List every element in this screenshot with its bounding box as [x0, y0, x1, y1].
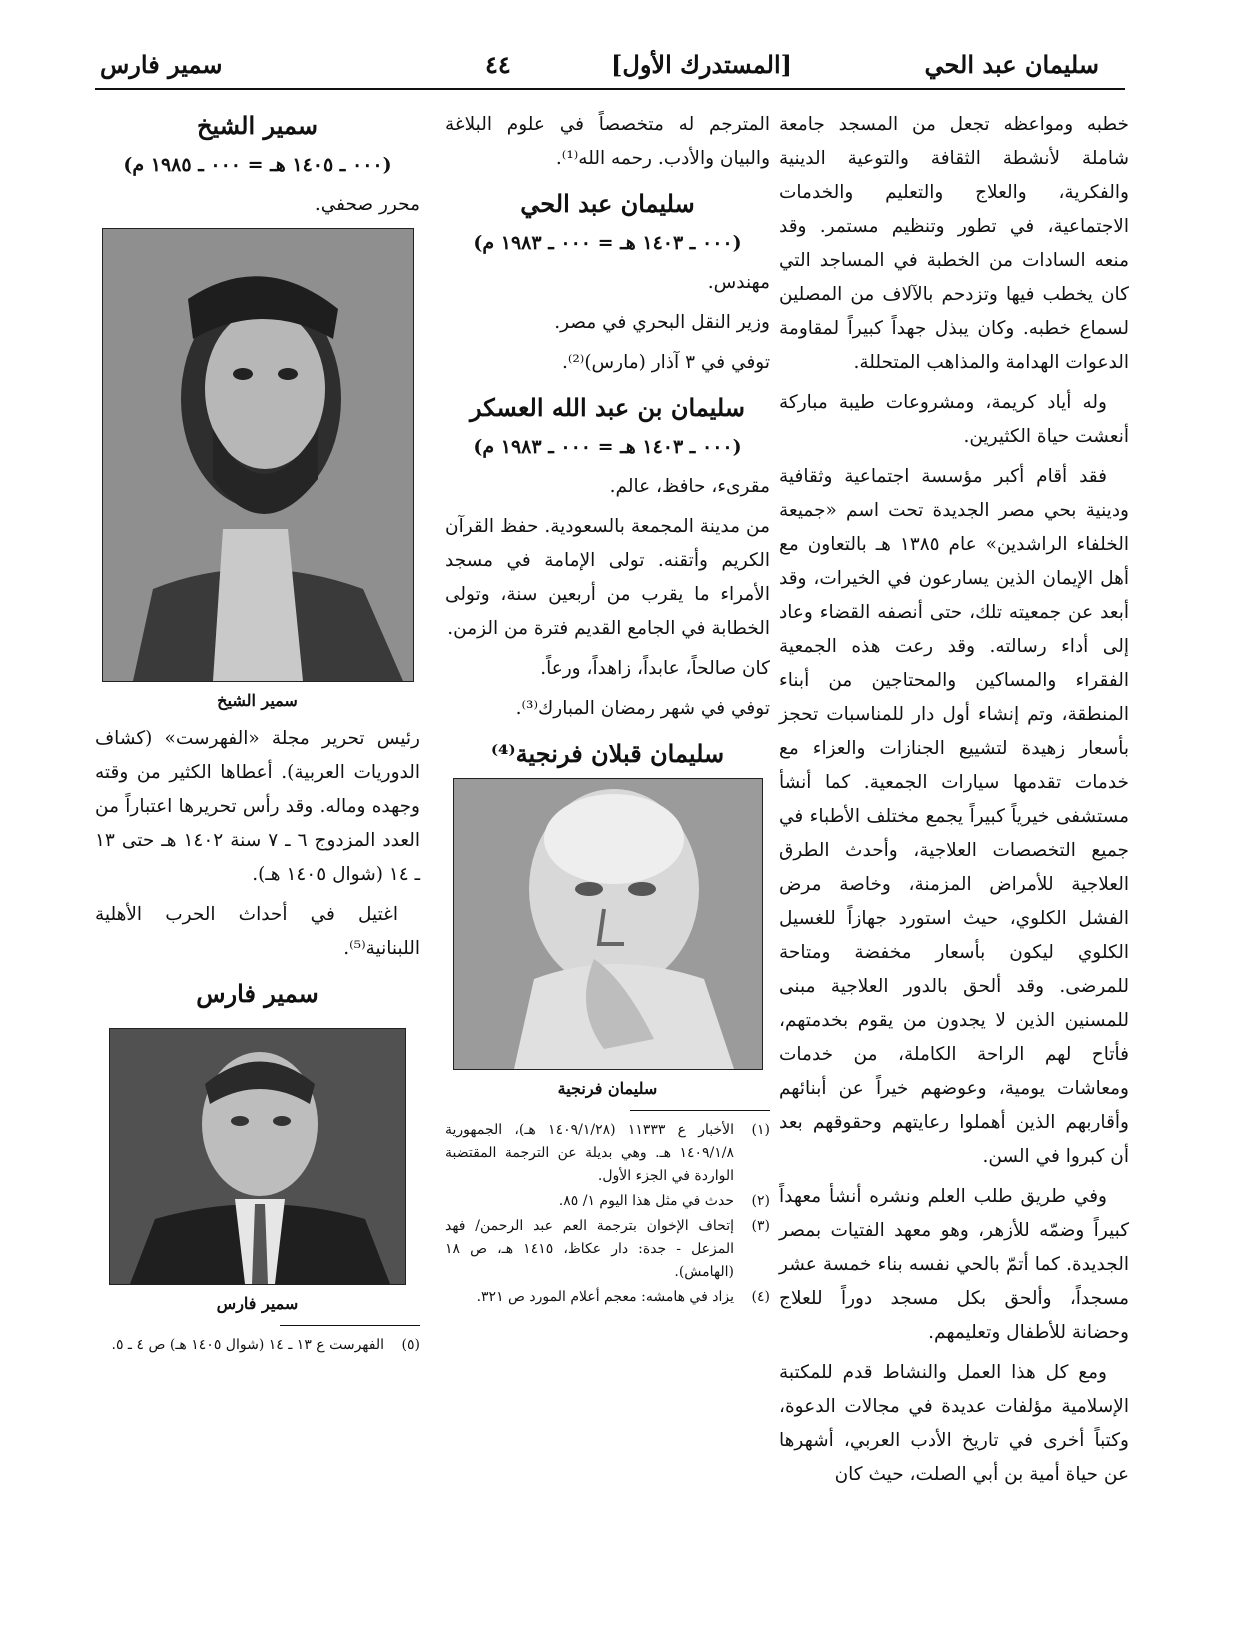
- paragraph: وله أياد كريمة، ومشروعات طيبة مباركة أنعشت حياة الكثيرين.: [779, 392, 1129, 447]
- entry-title: سمير فارس: [196, 979, 319, 1008]
- footnote-text: يزاد في هامشه: معجم أعلام المورد ص ٣٢١.: [476, 1289, 734, 1305]
- running-header-title: سليمان عبد الحي: [924, 50, 1099, 79]
- entry-title: سليمان قبلان فرنجية⁽⁴⁾: [490, 739, 725, 768]
- footnote-text: حدث في مثل هذا اليوم ١/ ٨٥.: [558, 1193, 734, 1209]
- entry-line: مقرىء، حافظ، عالم.: [609, 476, 770, 497]
- paragraph: المترجم له متخصصاً في علوم البلاغة والبيان والأدب. رحمه الله⁽¹⁾.: [445, 114, 770, 169]
- paragraph: خطبه ومواعظه تجعل من المسجد جامعة شاملة لأنشطة الثقافة والتوعية الدينية والفكرية، والعلاج والتعليم والخدمات الاجتماعية، في تطور وتنظيم مستمر. وقد منعه السادات من الخطبة في المساجد التي كان يخطب فيها وتزدحم بالآلاف من المصلين لسماع خطبه. وكان يبذل جهداً كبيراً لمقاومة الدعوات الهدامة والمذاهب المتحللة.: [779, 114, 1129, 373]
- entry-line: مهندس.: [707, 272, 770, 293]
- paragraph: ومع كل هذا العمل والنشاط قدم للمكتبة الإسلامية مؤلفات عديدة في مجالات الدعوة، وكتباً أخرى في تاريخ الأدب العربي، أشهرها عن حياة أمية بن أبي الصلت، حيث كان: [779, 1362, 1129, 1485]
- portrait-photo: [109, 1028, 406, 1285]
- header-rule: [95, 88, 1125, 90]
- entry-dates: (٠٠٠ ـ ١٤٠٣ هـ = ٠٠٠ ـ ١٩٨٣ م): [473, 232, 742, 254]
- footnote-rule: [630, 1110, 770, 1111]
- footnote: [445, 1119, 770, 1188]
- photo-caption: سليمان فرنجية: [557, 1079, 658, 1098]
- footnote: [445, 1190, 770, 1213]
- paragraph: اغتيل في أحداث الحرب الأهلية اللبنانية⁽⁵⁾.: [95, 904, 420, 959]
- running-header-section: [485, 50, 792, 79]
- column-middle: [445, 108, 770, 1311]
- entry-line: توفي في ٣ آذار (مارس)⁽²⁾.: [561, 352, 770, 373]
- paragraph: فقد أقام أكبر مؤسسة اجتماعية وثقافية ودينية بحي مصر الجديدة تحت اسم «جميعة الخلفاء الراشدين» عام ١٣٨٥ هـ بالتعاون مع أهل الإيمان الذين يسارعون في الخيرات، وقد أبعد عن جمعيته تلك، حتى أنصفه القضاء وعاد إلى أداء رسالته. وقد رعت هذه الجمعية الفقراء والمساكين والمحتاجين من أبناء المنطقة، وتم إنشاء أول دار للمناسبات تحجز بأسعار زهيدة لتشييع الجنازات والعزاء مع خدمات تقدمها سيارات الجمعية. كما أنشأ مستشفى خيرياً كبيراً يجمع مختلف الأطباء في جميع التخصصات العلاجية، وأحدث الطرق العلاجية للأمراض المزمنة، وخاصة مرض الفشل الكلوي، حيث استورد جهازاً للغسيل الكلوي ليكون بأسعار مخفضة ومتاحة للمرضى. وقد ألحق بالدور العلاجية مبنى للمسنين الذين لا يجدون من يقوم بخدمتهم، فأتاح لهم الراحة الكاملة، من خدمات ومعاشات يومية، وعوضهم خيراً عن أبنائهم وأقاربهم الذين أهملوا رعايتهم وحقوقهم بعد أن كبروا في السن.: [779, 466, 1129, 1167]
- footnotes: [445, 1119, 770, 1309]
- entry-title: سليمان عبد الحي: [520, 189, 695, 218]
- footnote-number: (٢): [751, 1193, 770, 1209]
- entry-line: وزير النقل البحري في مصر.: [554, 312, 770, 333]
- portrait-photo: [102, 228, 414, 682]
- footnote-rule: [280, 1325, 420, 1326]
- entry-line: محرر صحفي.: [314, 194, 420, 215]
- column-left: [95, 108, 420, 1359]
- portrait-photo: [453, 778, 763, 1070]
- page-number: ٤٤: [485, 50, 511, 79]
- paragraph: وفي طريق طلب العلم ونشره أنشأ معهداً كبيراً وضمّه للأزهر، وهو معهد الفتيات بمصر الجديدة. كما أتمّ بالحي نفسه بناء خمسة عشر مسجداً، وألحق بكل مسجد دوراً للعلاج وحضانة للأطفال وتعليمهم.: [779, 1186, 1129, 1343]
- footnote-text: الفهرست ع ١٣ ـ ١٤ (شوال ١٤٠٥ هـ) ص ٤ ـ ٥.: [111, 1337, 384, 1353]
- running-header-name: سمير فارس: [100, 50, 223, 79]
- photo-caption: سمير فارس: [216, 1294, 299, 1313]
- photo-caption: سمير الشيخ: [217, 691, 298, 710]
- footnote-text: الأخبار ع ١١٣٣٣ (١٤٠٩/١/٢٨ هـ)، الجمهورية ١٤٠٩/١/٨ هـ. وهي بديلة عن الترجمة المقتضبة الواردة في الجزء الأول.: [445, 1122, 734, 1184]
- paragraph: رئيس تحرير مجلة «الفهرست» (كشاف الدوريات العربية). أعطاها الكثير من وقته وجهده وماله. وقد رأس تحريرها اعتباراً من العدد المزدوج ٦ ـ ٧ سنة ١٤٠٢ هـ حتى ١٣ ـ ١٤ (شوال ١٤٠٥ هـ).: [95, 728, 420, 885]
- footnote-number: (٤): [751, 1289, 770, 1305]
- footnote-number: (١): [751, 1122, 770, 1138]
- section-label: [المستدرك الأول]: [611, 50, 792, 79]
- entry-line: من مدينة المجمعة بالسعودية. حفظ القرآن الكريم وأتقنه. تولى الإمامة في مسجد الأمراء ما يقرب من أربعين سنة، وتولى الخطابة في الجامع القديم فترة من الزمن.: [445, 516, 770, 639]
- footnote: [445, 1286, 770, 1309]
- entry-dates: (٠٠٠ ـ ١٤٠٥ هـ = ٠٠٠ ـ ١٩٨٥ م): [123, 154, 392, 176]
- entry-line: كان صالحاً، عابداً، زاهداً، ورعاً.: [540, 658, 770, 679]
- entry-line: توفي في شهر رمضان المبارك⁽³⁾.: [515, 698, 770, 719]
- footnote-text: إتحاف الإخوان بترجمة العم عبد الرحمن/ فهد المزعل - جدة: دار عكاظ، ١٤١٥ هـ، ص ١٨ (الهامش).: [445, 1218, 734, 1280]
- entry-dates: (٠٠٠ ـ ١٤٠٣ هـ = ٠٠٠ ـ ١٩٨٣ م): [473, 436, 742, 458]
- footnote: [445, 1215, 770, 1284]
- footnote-number: (٥): [401, 1337, 420, 1353]
- column-right: [779, 108, 1129, 1498]
- entry-title: سليمان بن عبد الله العسكر: [470, 393, 745, 422]
- footnote: [95, 1334, 420, 1357]
- footnote-number: (٣): [751, 1218, 770, 1234]
- entry-title: سمير الشيخ: [197, 111, 318, 140]
